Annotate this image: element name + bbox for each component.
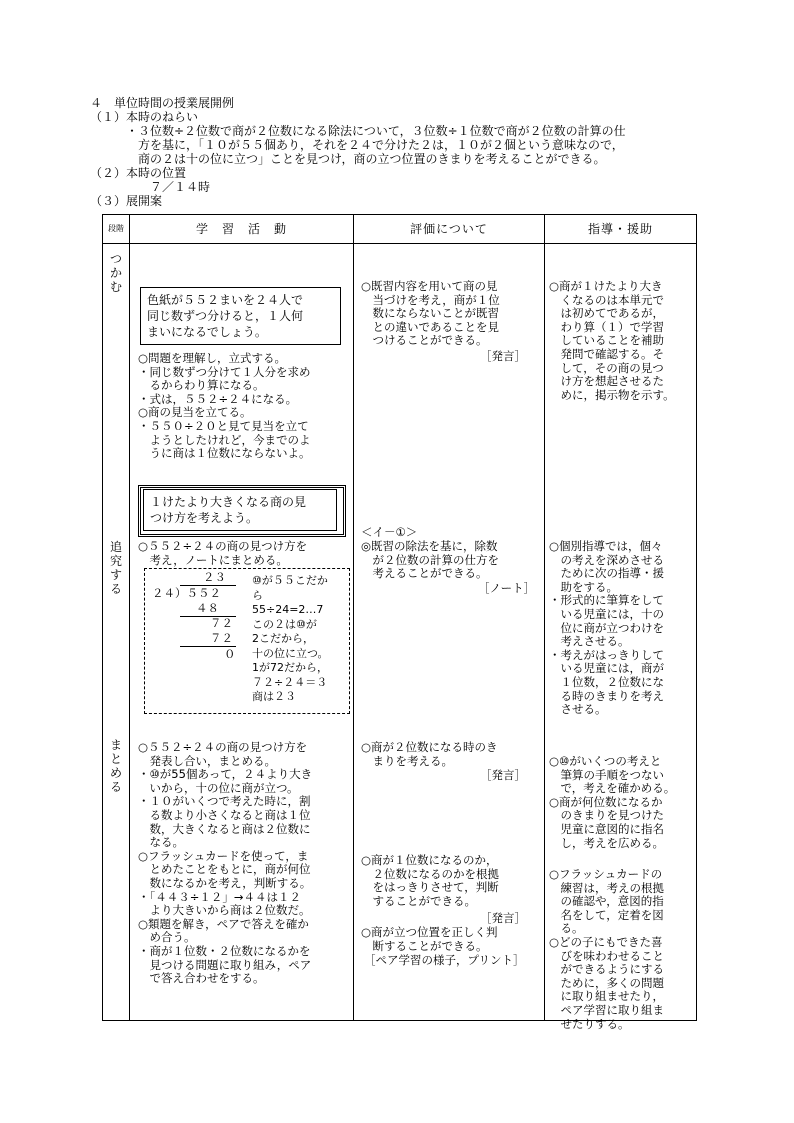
problem-box: 色紙が５５２まいを２４人で 同じ数ずつ分けると，１人何 まいになるでしょう。 [140,287,341,345]
evaluation-3-tag: ［発言］ [480,768,526,782]
evaluation-cell [354,244,545,1021]
guidance-2: ○個別指導では，個々 の考えを深めさせる ために次の指導・援 助をする。 ・形式的に筆算をして いる児童には，十の 位に商が立つわけを 考えさせる。 ・考えがはっきりして いる児童には，商が １位数，２位数にな る時のきまりを考え させる。 [549,539,664,717]
activity-grasp-text: ○問題を理解し，立式する。 ・同じ数ずつ分けて１人分を求め るからわり算になる。 ・式は，５５２÷２４になる。 ○商の見当を立てる。 ・５５０÷２０と見て見当を立て ようとしたけれど，今までのよ うに商は１位数にならないよ。 [138,351,311,461]
stage-summarize: ま と め る [109,738,122,794]
objective-line-2: 方を基に，「１０が５５個あり，それを２４で分けた２は，１０が２個という意味なので， [138,138,624,152]
table-header-row [103,215,697,244]
calc-dividend: ２４）５５２ [152,586,221,600]
guidance-4: ○フラッシュカードの 練習は，考えの根拠 の確認や，意図的指 名をして，定着を図 る。 ○どの子にもできた喜 びを味わわせること ができるようにする ために，多くの問題 に取り組ませたり， ペア学習に取り組ま せたりする。 [549,867,664,1031]
calc-explanation: ⑩が５５こだか ら 55÷24=2…7 この２は⑩が 2こだから， 十の位に立つ。 1が72だから， ７２÷２４＝３ 商は２３ [252,574,329,703]
evaluation-2-head: ＜イ－①＞ [361,525,418,539]
stage-cell [103,244,130,1021]
evaluation-2: ◎既習の除法を基に，除数 が２位数の計算の仕方を 考えることができる。 [361,539,499,581]
calc-quotient: ２３ [203,570,226,584]
activity-summarize-text: ○５５２÷２４の商の見つけ方を 発表し合い，まとめる。 ・⑩が55個あって，２４より大き いから，十の位に商が立つ。 ・１０がいくつで考えた時に，割 る数より小さくなると商は１位 数，大きくなると商は２位数に なる。 ○フラッシュカードを使って，ま とめたことをもとに，商が何位 数になるかを考え，判断する。 ・「４４３÷１２」→４４は１２ より大きいから商は２位数だ。 ○類題を解き，ペアで答えを確か め合う。 ・商が１位数・２位数になるかを 見つける問題に取り組み，ペア で答え合わせをする。 [138,740,313,986]
activity-investigate-text: ○５５２÷２４の商の見つけ方を 考え，ノートにまとめる。 [138,539,308,567]
guidance-column-header: 指導・援助 [545,215,697,244]
evaluation-4: ○商が１位数になるのか， ２位数になるのかを根拠 をはっきりさせて，判断 することができる。 [361,853,499,908]
guidance-1: ○商が１けたより大き くなるのは本単元で は初めてであるが， わり算（１）で学習 していることを補助 発問で確認する。そ して，その商の見つ け方を想起させるた めに，掲示物を示す。 [549,279,675,402]
position-value: ７／１４時 [150,180,211,194]
calc-remainder: ０ [224,647,236,661]
task-box: １けたより大きくなる商の見 つけ方を考えよう。 [143,489,337,531]
calc-step-2: ７２ [210,616,233,630]
evaluation-1: ○既習内容を用いて商の見 当づけを考え，商が１位 数にならないことが既習 との違いであることを見 つけることができる。 [361,279,500,348]
position-heading: （２）本時の位置 [90,166,187,180]
stage-investigate: 追 究 す る [109,540,122,596]
evaluation-1-tag: ［発言］ [480,349,526,363]
stage-grasp: つ か む [109,252,122,294]
activity-cell [130,244,354,1021]
calc-step-1: ４８ [196,601,219,615]
evaluation-3: ○商が２位数になる時のき まりを考える。 [361,740,498,768]
activity-column-header: 学 習 活 動 [130,215,354,244]
lesson-plan-table [102,214,697,1031]
section-title: ４ 単位時間の授業展開例 [90,96,235,110]
evaluation-2-tag: ［ノート］ [478,581,536,595]
objective-line-1: ・３位数÷２位数で商が２位数になる除法について，３位数÷１位数で商が２位数の計算の仕 [126,124,626,138]
plan-heading: （３）展開案 [90,194,163,208]
evaluation-column-header: 評価について [354,215,545,244]
objective-line-3: 商の２は十の位に立つ」ことを見つけ，商の立つ位置のきまりを考えることができる。 [138,152,606,166]
guidance-cell [545,244,697,1031]
stage-column-header: 段階 [103,215,130,244]
evaluation-5-tag: ［ペア学習の様子，プリント］ [364,953,525,967]
calc-step-3: ７２ [210,631,233,645]
objective-heading: （１）本時のねらい [90,110,199,124]
evaluation-4-tag: ［発言］ [480,911,526,925]
table-body-row [103,244,697,1021]
evaluation-5: ○商が立つ位置を正しく判 断することができる。 [361,925,498,953]
guidance-3: ○⑩がいくつの考えと 筆算の手順をつない で，考えを確かめる。 ○商が何位数になるか のきまりを見つけた 児童に意図的に指名 し，考えを広める。 [549,754,676,850]
